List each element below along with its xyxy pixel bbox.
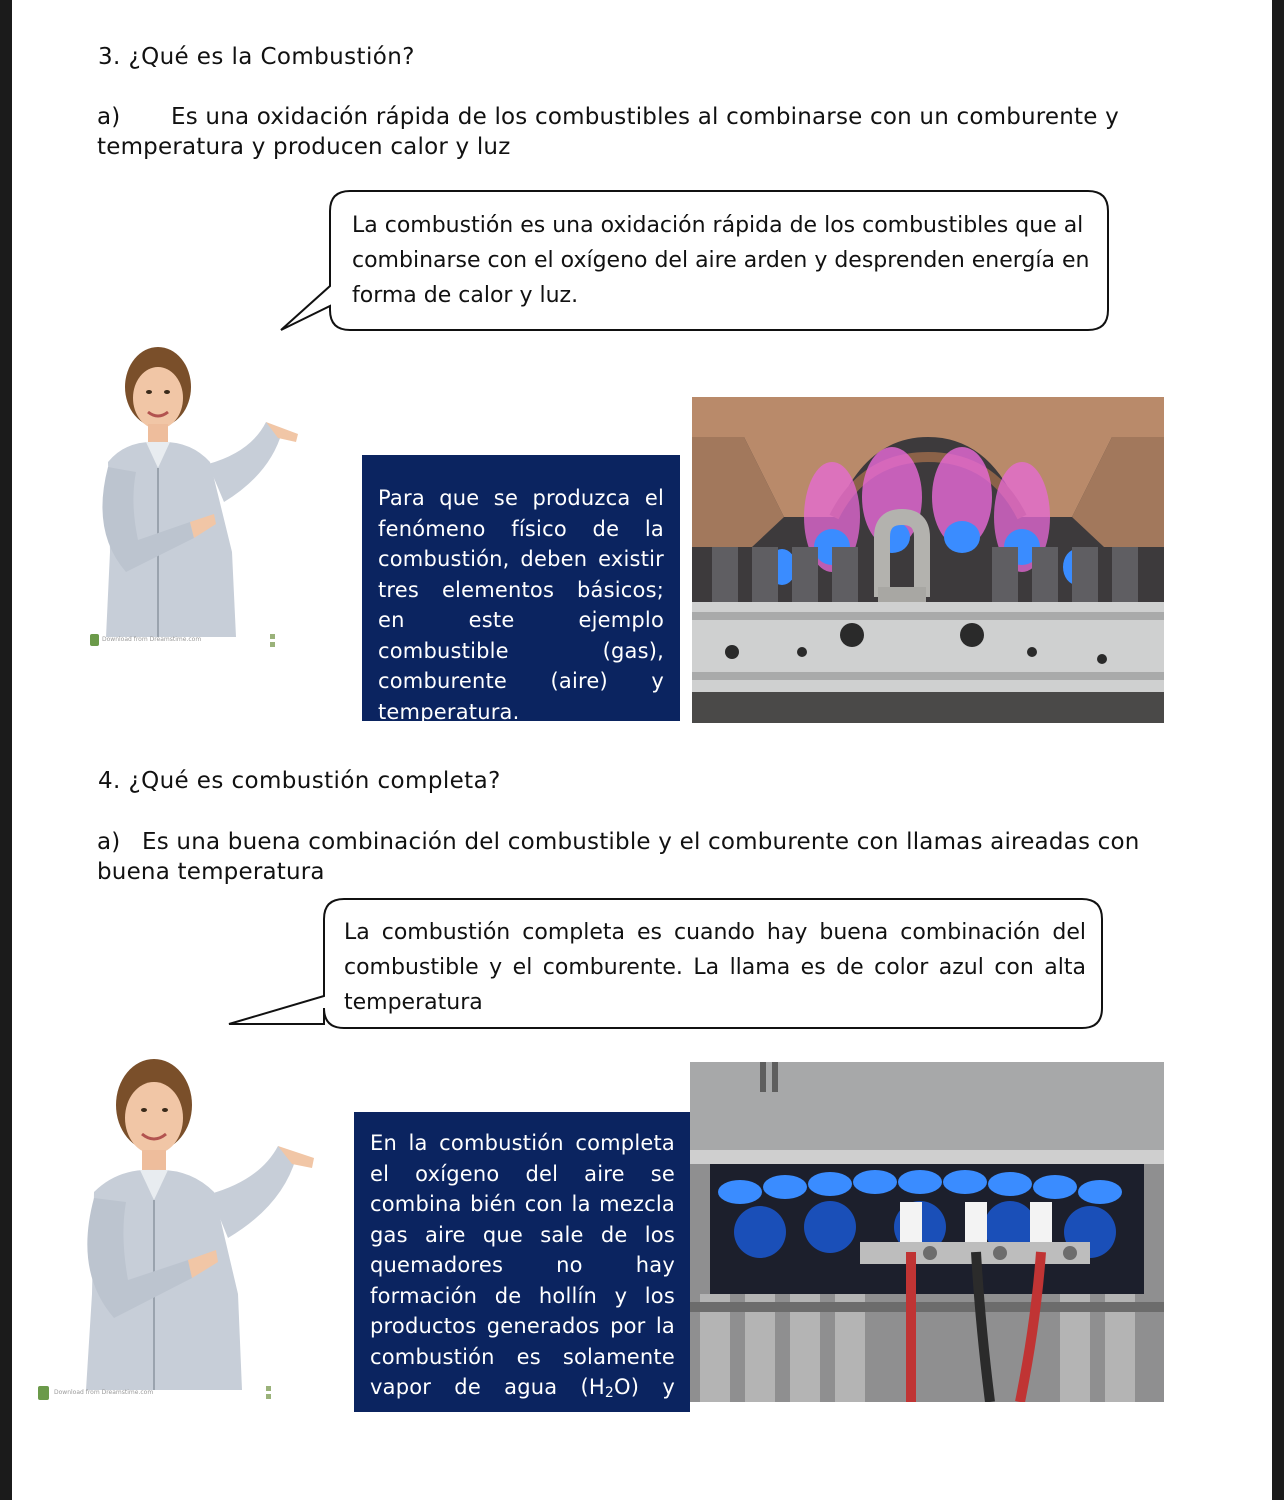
question-4-title: 4. ¿Qué es combustión completa? [98, 768, 501, 794]
answer-text: Es una oxidación rápida de los combustibles al combinarse con un comburente y temperatura y producen calor y luz [97, 104, 1119, 160]
info-box-3 [362, 455, 680, 724]
answer-prefix: a) [97, 104, 121, 130]
watermark-text: Download from Dreamstime.com [102, 636, 202, 643]
question-4-answer [97, 827, 1207, 887]
answer-prefix: a) [97, 829, 121, 855]
gas-burner-flames-photo [692, 397, 1164, 723]
speech-bubble-3 [278, 188, 1112, 336]
watermark-text: Download from Dreamstime.com [54, 1389, 154, 1396]
answer-text: Es una buena combinación del combustible y el comburente con llamas aireadas con buena temperatura [97, 829, 1140, 885]
page-right-edge [1272, 0, 1284, 1500]
speech-bubble-text: La combustión completa es cuando hay buena combinación del combustible y el comburente. La llama es de color azul con alta temperatura [344, 920, 1086, 1015]
speech-bubble-text: La combustión es una oxidación rápida de los combustibles que al combinarse con el oxígeno del aire arden y desprenden energía en forma de calor y luz. [352, 213, 1090, 308]
info-box-text: En la combustión completa el oxígeno del aire se combina bién con la mezcla gas aire que sale de los quemadores no hay formación de hollín y los productos generados por la combustión es solamente vapor de agua $(H_2O)$ y dióxido de carbono $(CO_2)$ [370, 1131, 675, 1438]
blue-flame-burner-photo [690, 1062, 1164, 1402]
question-3-title: 3. ¿Qué es la Combustión? [98, 44, 415, 70]
question-3-answer [97, 102, 1207, 162]
page-left-edge [0, 0, 12, 1500]
speech-bubble-4 [226, 896, 1106, 1032]
info-box-text: Para que se produzca el fenómeno físico de la combustión, deben existir tres elementos básicos; en este ejemplo combustible (gas), comburente (aire) y temperatura. [378, 486, 664, 724]
woman-pointing-illustration [34, 1050, 324, 1412]
woman-pointing-illustration [86, 342, 326, 662]
info-box-4 [354, 1112, 690, 1438]
